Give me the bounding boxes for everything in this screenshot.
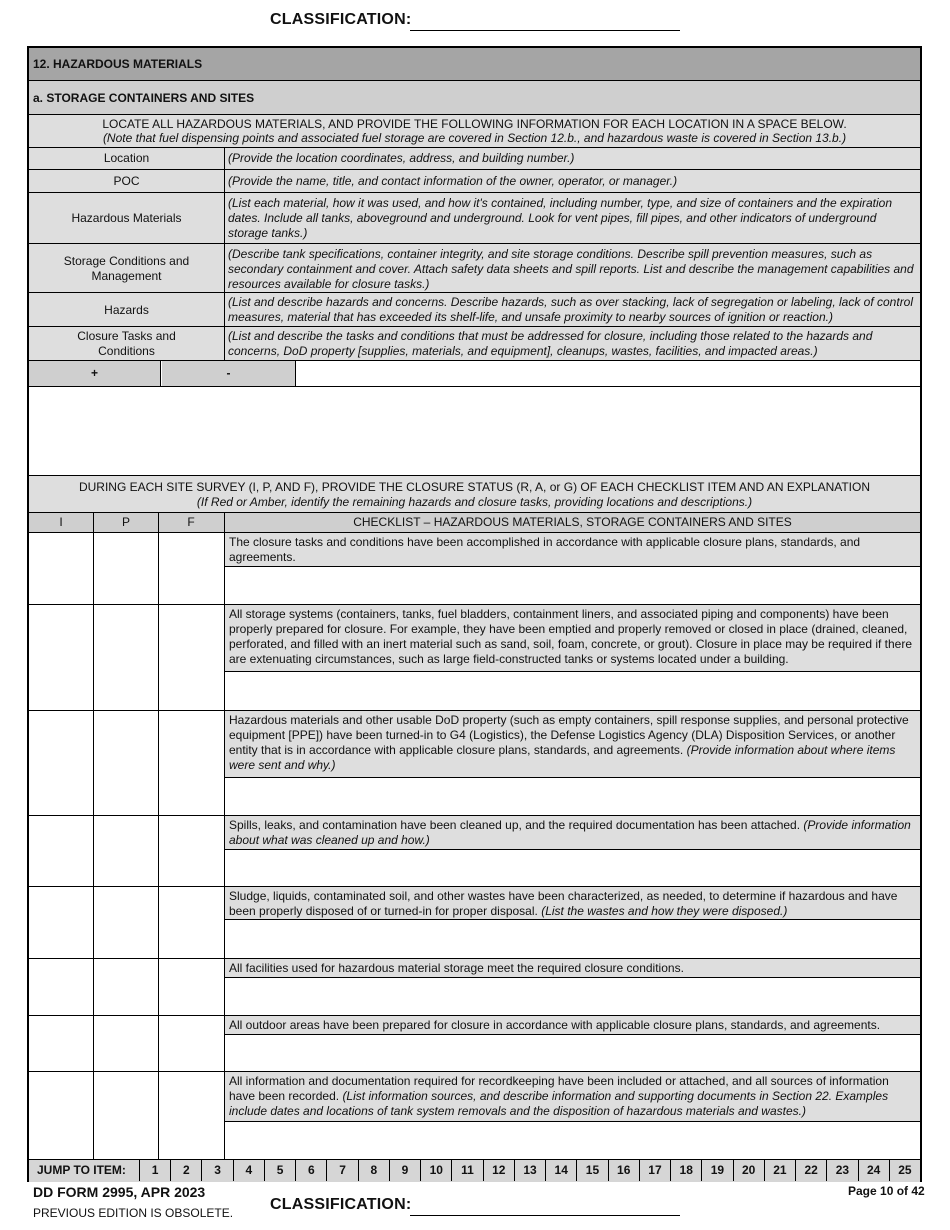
jump-item-19[interactable]: 19	[701, 1160, 732, 1181]
checklist-text: Sludge, liquids, contaminated soil, and other wastes have been characterized, as needed, to determine if hazardous and have been properly disposed of or turned-in for proper disposal. (List the wastes and how they were disposed.)	[225, 887, 920, 920]
jump-item-12[interactable]: 12	[483, 1160, 514, 1181]
edition-note: PREVIOUS EDITION IS OBSOLETE.	[33, 1206, 234, 1220]
checklist-item	[29, 533, 920, 605]
checklist-explanation-field[interactable]	[225, 1122, 920, 1159]
info-label-closure-tasks: Closure Tasks and Conditions	[77, 329, 176, 358]
info-text-location[interactable]: (Provide the location coordinates, address, and building number.)	[228, 151, 575, 165]
col-divider-p-f	[158, 513, 159, 1160]
survey-instruction-main: DURING EACH SITE SURVEY (I, P, AND F), PROVIDE THE CLOSURE STATUS (R, A, or G) OF EACH CHECKLIST ITEM AND AN EXPLANATION	[78, 480, 871, 494]
subsection-title: a. STORAGE CONTAINERS AND SITES	[33, 91, 255, 105]
classification-label-top: CLASSIFICATION:	[270, 11, 412, 28]
jump-item-21[interactable]: 21	[764, 1160, 795, 1181]
jump-items	[139, 1160, 920, 1182]
checklist-explanation-field[interactable]	[225, 567, 920, 604]
col-f-header: F	[187, 515, 195, 529]
info-row-poc	[29, 170, 920, 193]
info-row-hazardous-materials	[29, 193, 920, 244]
instruction-main: LOCATE ALL HAZARDOUS MATERIALS, AND PROVIDE THE FOLLOWING INFORMATION FOR EACH LOCATION IN A SPACE BELOW.	[102, 117, 847, 131]
jump-item-15[interactable]: 15	[576, 1160, 607, 1181]
checklist-explanation-field[interactable]	[225, 920, 920, 958]
checklist-header: CHECKLIST – HAZARDOUS MATERIALS, STORAGE CONTAINERS AND SITES	[353, 515, 792, 529]
checklist-explanation-field[interactable]	[225, 778, 920, 815]
survey-instruction-bar	[29, 476, 920, 513]
info-label-location: Location	[103, 151, 150, 165]
jump-item-24[interactable]: 24	[858, 1160, 889, 1181]
instruction-note: (Note that fuel dispensing points and associated fuel storage are covered in Section 12.b., and hazardous waste is covered in Section 13.b.)	[102, 131, 847, 145]
section-title-bar	[29, 48, 920, 81]
info-label-poc: POC	[113, 174, 140, 188]
classification-field-top[interactable]	[410, 14, 680, 31]
jump-item-5[interactable]: 5	[264, 1160, 295, 1181]
checklist-explanation-field[interactable]	[225, 978, 920, 1015]
jump-item-13[interactable]: 13	[514, 1160, 545, 1181]
jump-item-8[interactable]: 8	[358, 1160, 389, 1181]
col-divider-i-p	[93, 513, 94, 1160]
checklist-text: Spills, leaks, and contamination have been cleaned up, and the required documentation has been attached. (Provide information about what was cleaned up and how.)	[225, 816, 920, 850]
form-number: DD FORM 2995, APR 2023	[33, 1184, 206, 1200]
info-text-closure-tasks[interactable]: (List and describe the tasks and conditions that must be addressed for closure, including those related to the hazards and concerns, DoD property [supplies, materials, and equipment], cleanups, wastes, facilities, and impacted areas.)	[228, 329, 873, 358]
jump-item-11[interactable]: 11	[451, 1160, 482, 1181]
entry-area[interactable]	[29, 387, 920, 476]
info-text-storage-conditions[interactable]: (Describe tank specifications, container integrity, and site storage conditions. Describe spill prevention measures, such as secondary containment and cover. Attach safety data sheets and spill reports. List and describe the management capabilities and resources available for closure tasks.)	[228, 247, 914, 291]
info-label-storage-conditions: Storage Conditions and Management	[63, 254, 190, 283]
checklist-text: All facilities used for hazardous material storage meet the required closure conditions.	[225, 959, 920, 978]
jump-item-4[interactable]: 4	[233, 1160, 264, 1181]
add-remove-row	[29, 361, 920, 387]
checklist-explanation-field[interactable]	[225, 1035, 920, 1071]
col-divider-f-checklist	[224, 513, 225, 1160]
checklist-item	[29, 959, 920, 1016]
info-row-closure-tasks	[29, 327, 920, 361]
jump-item-10[interactable]: 10	[420, 1160, 451, 1181]
col-i-header: I	[59, 515, 63, 529]
checklist-text: The closure tasks and conditions have been accomplished in accordance with applicable closure plans, standards, and agreements.	[225, 533, 920, 567]
classification-label-bottom: CLASSIFICATION:	[270, 1196, 412, 1213]
checklist-item	[29, 711, 920, 816]
checklist-text: All outdoor areas have been prepared for closure in accordance with applicable closure plans, standards, and agreements.	[225, 1016, 920, 1035]
jump-item-14[interactable]: 14	[545, 1160, 576, 1181]
jump-item-16[interactable]: 16	[608, 1160, 639, 1181]
checklist-item	[29, 1072, 920, 1160]
info-row-hazards	[29, 293, 920, 327]
info-row-storage-conditions	[29, 244, 920, 293]
classification-field-bottom[interactable]	[410, 1199, 680, 1216]
checklist-item	[29, 1016, 920, 1072]
checklist-text: All information and documentation required for recordkeeping have been included or attached, and all sources of information have been recorded. (List information sources, and describe information and supporting documents in Section 22. Examples include dates and locations of tank system removals and the disposition of hazardous materials and wastes.)	[225, 1072, 920, 1122]
checklist-header-row	[29, 513, 920, 533]
jump-item-2[interactable]: 2	[170, 1160, 201, 1181]
info-divider	[224, 148, 225, 361]
add-entry-button[interactable]: +	[29, 361, 161, 386]
checklist-explanation-field[interactable]	[225, 850, 920, 886]
survey-instruction-note: (If Red or Amber, identify the remaining hazards and closure tasks, providing locations and descriptions.)	[196, 495, 753, 509]
jump-to-item-bar	[29, 1160, 920, 1182]
col-p-header: P	[121, 515, 130, 529]
section-title: 12. HAZARDOUS MATERIALS	[33, 57, 203, 71]
checklist-text: Hazardous materials and other usable DoD property (such as empty containers, spill response supplies, and personal protective equipment [PPE]) have been turned-in to G4 (Logistics), the Defense Logistics Agency (DLA) Disposition Services, or another entity that is in accordance with applicable closure plans, standards, and agreements. (Provide information about where items were sent and why.)	[225, 711, 920, 778]
jump-item-22[interactable]: 22	[795, 1160, 826, 1181]
info-text-poc[interactable]: (Provide the name, title, and contact information of the owner, operator, or manager.)	[228, 174, 678, 188]
checklist-item	[29, 605, 920, 711]
jump-item-20[interactable]: 20	[733, 1160, 764, 1181]
checklist-explanation-field[interactable]	[225, 672, 920, 710]
remove-entry-button[interactable]: -	[162, 361, 296, 386]
subsection-bar	[29, 81, 920, 115]
checklist-item	[29, 887, 920, 959]
page-number: Page 10 of 42	[848, 1184, 925, 1198]
info-text-hazards[interactable]: (List and describe hazards and concerns. Describe hazards, such as over stacking, lack of segregation or labeling, lack of control measures, material that has exceeded its shelf-life, and unsafe proximity to nearby sources of ignition or reaction.)	[228, 295, 914, 324]
jump-label: JUMP TO ITEM:	[37, 1163, 126, 1177]
jump-item-25[interactable]: 25	[889, 1160, 920, 1181]
form-frame	[27, 46, 922, 1182]
info-label-hazardous-materials: Hazardous Materials	[71, 211, 182, 225]
jump-item-9[interactable]: 9	[389, 1160, 420, 1181]
info-text-hazardous-materials[interactable]: (List each material, how it was used, and how it's contained, including number, type, and size of containers and the expiration dates. Include all tanks, aboveground and underground. Look for vent pipes, fill pipes, and other indicators of underground storage tanks.)	[228, 196, 893, 240]
jump-item-18[interactable]: 18	[670, 1160, 701, 1181]
jump-item-17[interactable]: 17	[639, 1160, 670, 1181]
jump-item-7[interactable]: 7	[326, 1160, 357, 1181]
checklist-text: All storage systems (containers, tanks, fuel bladders, containment liners, and associated piping and components) have been properly prepared for closure. For example, they have been emptied and properly removed or closed in place (drained, cleaned, perforated, and filled with an inert material such as sand, soil, foam, concrete, or grout). Closure in place may be required if there are extenuating circumstances, such as large field-constructed tanks or systems located under a building.	[225, 605, 920, 672]
jump-item-6[interactable]: 6	[295, 1160, 326, 1181]
instruction-bar	[29, 115, 920, 148]
jump-item-1[interactable]: 1	[139, 1160, 170, 1181]
checklist-item	[29, 816, 920, 887]
info-row-location	[29, 148, 920, 170]
jump-item-3[interactable]: 3	[201, 1160, 232, 1181]
jump-item-23[interactable]: 23	[826, 1160, 857, 1181]
info-label-hazards: Hazards	[104, 303, 149, 317]
